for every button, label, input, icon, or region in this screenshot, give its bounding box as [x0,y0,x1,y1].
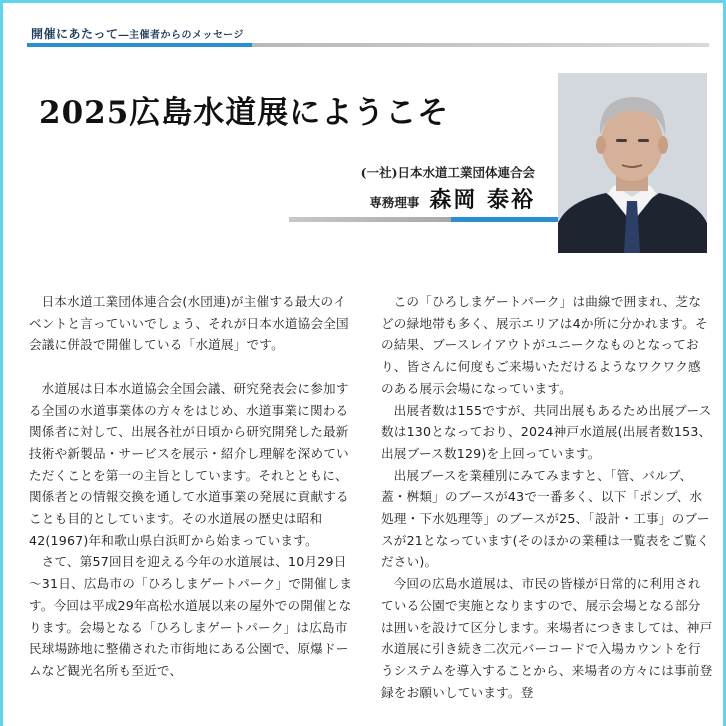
author-line [369,183,535,214]
body-column-left [29,291,355,682]
paragraph-gap [29,356,355,378]
page-title: 2025広島水道展にようこそ [39,95,450,131]
paragraph: 日本水道工業団体連合会(水団連)が主催する最大のイベントと言っていいでしょう、それが日本水道協会全国会議に併設で開催している「水道展」です。 [29,294,349,353]
paragraph: 今回の広島水道展は、市民の皆様が日常的に利用されている公園で実施となりますので、展示会場となる部分は囲いを設けて区分します。来場者につきましては、神戸水道展に引き続き二次元バーコードで入場カウントを行うシステムを導入することから、来場者の方々には事前登録をお願いしています。登 [381,576,713,700]
author-portrait [558,73,707,253]
paragraph: 出展ブースを業種別にみてみますと、「管、バルブ、蓋・桝類」のブースが43で一番多く、以下「ポンプ、水処理・下水処理等」のブースが25、「設計・工事」のブースが21となっています(そのほかの業種は一覧表をご覧ください)。 [381,467,710,570]
section-header [31,25,244,42]
paragraph: 水道展は日本水道協会全国会議、研究発表会に参加する全国の水道事業体の方々をはじめ、水道事業に関わる関係者に対して、出展各社が日頃から研究開発した最新技術や新製品・サービスを展示・紹介し理解を深めていただくことを第一の主旨としています。それとともに、関係者との情報交換を通して水道事業の発展に貢献することも目的としています。その水道展の歴史は昭和42(1967)年和歌山県白浜町から始まっています。 [29,380,349,548]
author-name: 森岡 泰裕 [429,187,535,213]
section-title: 開催にあたって [31,27,119,41]
paragraph: 出展者数は155ですが、共同出展もあるため出展ブース数は130となっており、2024神戸水道展(出展者数153、出展ブース数129)を上回っています。 [381,402,712,461]
author-organization: (一社)日本水道工業団体連合会 [360,165,535,180]
paragraph: さて、第57回目を迎える今年の水道展は、10月29日～31日、広島市の「ひろしまゲートパーク」で開催します。今回は平成29年高松水道展以来の屋外での開催となります。会場となる「ひろしまゲートパーク」は広島市民球場跡地に整備された市街地にある公園で、原爆ドームなど観光名所も至近で、 [29,554,353,678]
author-rule [289,217,559,222]
paragraph: この「ひろしまゲートパーク」は曲線で囲まれ、芝などの緑地帯も多く、展示エリアは4か所に分かれます。その結果、ブースレイアウトがユニークなものとなっており、皆さんに何度もご来場いただけるようなワクワク感のある展示会場になっています。 [381,294,708,396]
portrait-image [558,73,707,253]
header-rule [27,43,709,47]
body-column-right [381,291,713,703]
author-role: 専務理事 [369,195,420,210]
section-subtitle: ―主催者からのメッセージ [118,30,244,41]
